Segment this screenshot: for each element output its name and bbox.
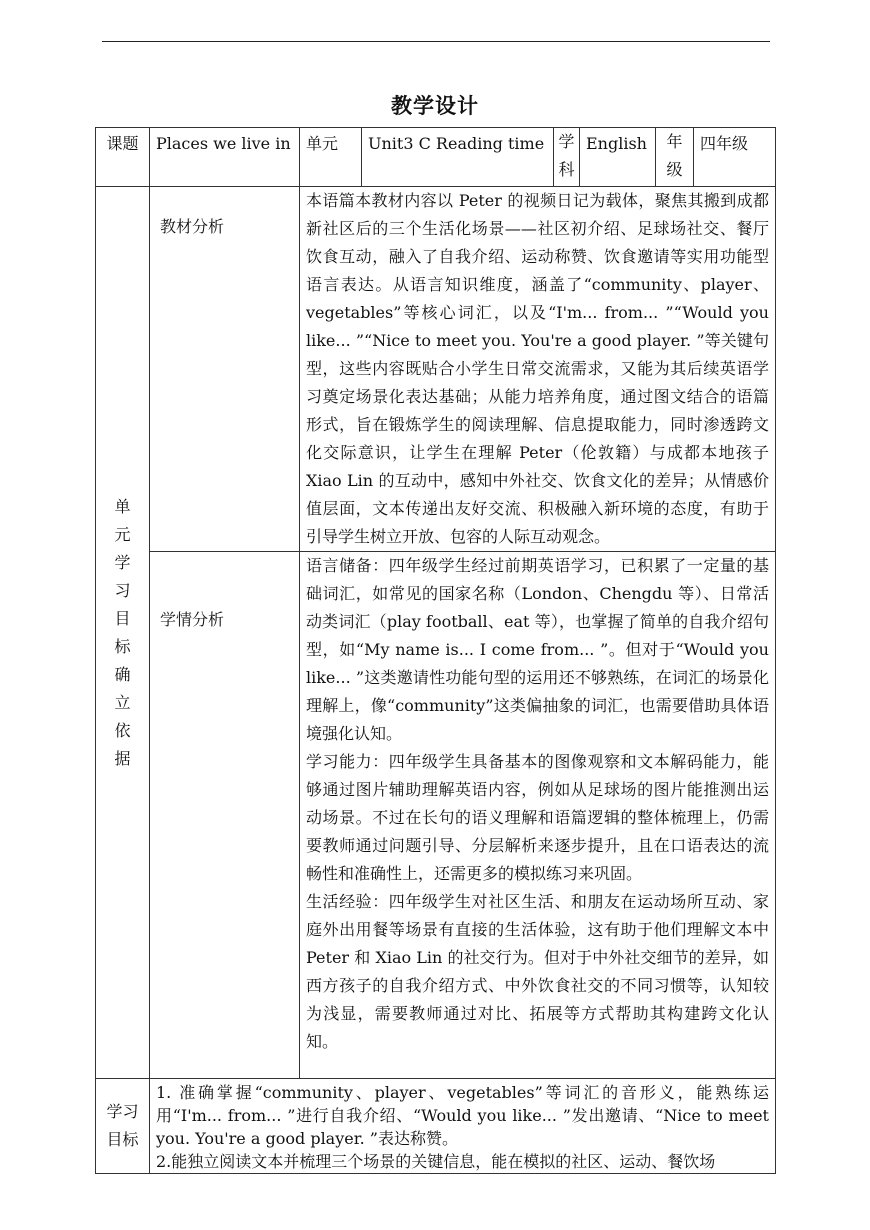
document-title: 教学设计 xyxy=(391,93,479,118)
unit-label: 单元 xyxy=(300,128,362,187)
learning-goals-text xyxy=(150,1079,776,1174)
grade-label: 年 级 xyxy=(656,128,694,187)
unit-value: Unit3 C Reading time xyxy=(362,128,554,187)
lesson-plan-table xyxy=(95,127,776,1174)
learning-goals-label: 学习 目标 xyxy=(96,1079,150,1174)
basis-vertical-label: 单 元 学 习 目 标 确 立 依 据 xyxy=(96,187,150,1079)
material-analysis-label: 教材分析 xyxy=(150,187,300,552)
life-experience-paragraph: 生活经验：四年级学生对社区生活、和朋友在运动场所互动、家庭外出用餐等场景有直接的生活体验，这有助于他们理解文本中 Peter 和 Xiao Lin 的社交行为。但对于中外社交细节的差异，如西方孩子的自我介绍方式、中外饮食社交的不同习惯等，认知较为浅显，需要教师通过对比、拓展等方式帮助其构建跨文化认知。 xyxy=(306,892,769,1051)
goal-item: 2.能独立阅读文本并梳理三个场景的关键信息，能在模拟的社区、运动、餐饮场 xyxy=(156,1152,716,1171)
learning-ability-paragraph: 学习能力：四年级学生具备基本的图像观察和文本解码能力，能够通过图片辅助理解英语内容，例如从足球场的图片能推测出运动场景。不过在长句的语义理解和语篇逻辑的整体梳理上，仍需要教师通过问题引导、分层解析来逐步提升，且在口语表达的流畅性和准确性上，还需更多的模拟练习来巩固。 xyxy=(306,752,769,883)
page-header-rule xyxy=(102,41,770,42)
course-label: 课题 xyxy=(96,128,150,187)
learner-analysis-row xyxy=(96,552,776,1079)
material-analysis-text: 本语篇本教材内容以 Peter 的视频日记为载体，聚焦其搬到成都新社区后的三个生活化场景——社区初介绍、足球场社交、餐厅饮食互动，融入了自我介绍、运动称赞、饮食邀请等实用功能型语言表达。从语言知识维度，涵盖了“community、player、vegetables”等核心词汇，以及“I'm... from... ”“Would you like... ”“Nice to meet you. You're a good player. ”等关键句型，这些内容既贴合小学生日常交流需求，又能为其后续英语学习奠定场景化表达基础；从能力培养角度，通过图文结合的语篇形式，旨在锻炼学生的阅读理解、信息提取能力，同时渗透跨文化交际意识，让学生在理解 Peter（伦敦籍）与成都本地孩子 Xiao Lin 的互动中，感知中外社交、饮食文化的差异；从情感价值层面，文本传递出友好交流、积极融入新环境的态度，有助于引导学生树立开放、包容的人际互动观念。 xyxy=(300,187,776,552)
course-value: Places we live in xyxy=(150,128,300,187)
learning-goals-row xyxy=(96,1079,776,1174)
learner-analysis-text xyxy=(300,552,776,1079)
subject-value: English xyxy=(580,128,656,187)
language-reserve-paragraph: 语言储备：四年级学生经过前期英语学习，已积累了一定量的基础词汇，如常见的国家名称（London、Chengdu 等）、日常活动类词汇（play football、eat 等），也掌握了简单的自我介绍句型，如“My name is... I come from... ”。但对于“Would you like... ”这类邀请性功能句型的运用还不够熟练，在词汇的场景化理解上，像“community”这类偏抽象的词汇，也需要借助具体语境强化认知。 xyxy=(306,556,769,743)
grade-value: 四年级 xyxy=(694,128,776,187)
learner-analysis-label: 学情分析 xyxy=(150,552,300,1079)
subject-label: 学 科 xyxy=(554,128,580,187)
header-row xyxy=(96,128,776,187)
goal-item: 1. 准确掌握“community、player、vegetables”等词汇的音形义，能熟练运用“I'm... from... ”进行自我介绍、“Would you like... ”发出邀请、“Nice to meet you. You're a good player. ”表达称赞。 xyxy=(156,1083,769,1148)
material-analysis-row xyxy=(96,187,776,552)
